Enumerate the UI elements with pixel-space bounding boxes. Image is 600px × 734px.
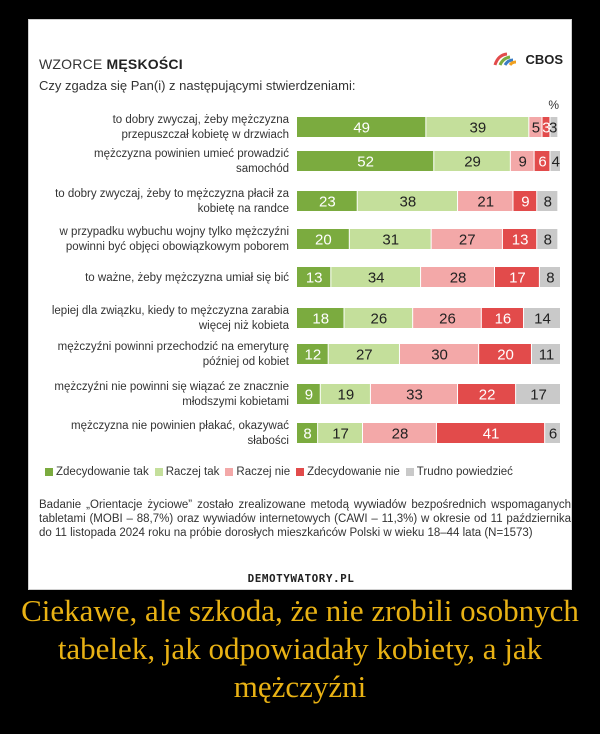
data-label: 3	[549, 119, 558, 137]
data-label: 30	[431, 346, 448, 364]
row-label-line: kobietę na randce	[197, 203, 289, 215]
row-label-line: przepuszczał kobietę w drzwiach	[121, 129, 289, 141]
row-label-line: to ważne, żeby mężczyzna umiał się bić	[85, 271, 289, 284]
data-label: 28	[449, 269, 467, 287]
data-label: 23	[319, 193, 336, 211]
row-label-line: mężczyzna nie powinien płakać, okazywać	[71, 420, 289, 432]
data-label: 22	[478, 386, 496, 404]
legend-item	[406, 466, 513, 478]
data-label: 19	[337, 386, 355, 404]
data-label: 14	[534, 310, 551, 328]
data-label: 6	[538, 153, 547, 171]
row-label-line: mężczyzna powinien umieć prowadzić	[94, 148, 289, 160]
methodology-note: Badanie „Orientacje życiowe” zostało zrealizowane metodą wywiadów bezpośrednich wspomaganych tabletami (MOBI – 88,7%) oraz wywiadów internetowych (CAWI – 11,3%) w okresie od 11 października do 11 listopada 2024 roku na próbie dorosłych mieszkańców Polski w wieku 18–44 lata (N=1573)	[39, 499, 571, 539]
row-label-line: młodszymi kobietami	[182, 396, 289, 408]
legend-item	[296, 466, 400, 478]
legend-label: Raczej nie	[236, 466, 291, 478]
data-label: 8	[543, 231, 552, 249]
legend-label: Raczej tak	[165, 466, 220, 478]
legend-swatch	[45, 468, 53, 476]
chart-title: WZORCE MĘSKOŚCI	[39, 56, 183, 72]
legend-item	[45, 466, 149, 478]
legend-item	[225, 466, 290, 478]
row-label-line: lepiej dla związku, kiedy to mężczyzna zarabia	[51, 305, 289, 317]
legend-swatch	[225, 468, 233, 476]
row-label-line: mężczyźni nie powinni się wiązać ze znacznie	[54, 381, 289, 393]
data-label: 4	[551, 153, 560, 171]
data-label: 27	[458, 231, 476, 249]
data-label: 20	[497, 346, 514, 364]
data-label: 18	[312, 310, 330, 328]
cbos-logo-text: CBOS	[525, 51, 563, 67]
data-label: 17	[530, 386, 547, 404]
data-label: 9	[521, 193, 530, 211]
data-label: 8	[543, 193, 552, 211]
data-label: 39	[469, 119, 487, 137]
data-label: 8	[303, 425, 312, 443]
legend-item	[155, 466, 220, 478]
data-label: 11	[538, 346, 555, 364]
data-label: 49	[353, 119, 371, 137]
data-label: 26	[370, 310, 388, 328]
data-label: 20	[315, 231, 332, 249]
row-label-line: to dobry zwyczaj, żeby mężczyzna	[112, 114, 289, 126]
row-label-line: w przypadku wybuchu wojny tylko mężczyźni	[59, 226, 289, 238]
row-label-line: to dobry zwyczaj, żeby to mężczyzna płacił za	[55, 188, 289, 200]
caption: Ciekawe, ale szkoda, że nie zrobili osobnych tabelek, jak odpowiadały kobiety, a jak mężczyźni	[21, 593, 579, 704]
row-label-line: później od kobiet	[202, 356, 289, 368]
data-label: 9	[304, 386, 314, 404]
row-label-line: słabości	[247, 435, 289, 447]
legend-swatch	[406, 468, 414, 476]
data-label: 17	[332, 425, 349, 443]
data-label: 26	[439, 310, 456, 328]
data-label: 8	[546, 269, 555, 287]
data-label: 3	[542, 119, 551, 137]
data-label: 27	[355, 346, 373, 364]
unit-label: %	[548, 98, 559, 112]
chart-card	[28, 19, 572, 590]
row-label-line: samochód	[235, 163, 289, 175]
data-label: 17	[509, 269, 526, 287]
legend	[45, 466, 513, 478]
data-label: 12	[304, 346, 322, 364]
data-label: 38	[399, 193, 417, 211]
legend-swatch	[155, 468, 163, 476]
stacked-bar-chart	[29, 20, 573, 460]
data-label: 31	[382, 231, 400, 249]
data-label: 28	[391, 425, 409, 443]
row-label-line: więcej niż kobieta	[198, 320, 289, 332]
legend-label: Zdecydowanie tak	[56, 466, 149, 478]
legend-label: Trudno powiedzieć	[416, 466, 513, 478]
data-label: 29	[464, 153, 481, 171]
data-label: 21	[477, 193, 495, 211]
data-label: 41	[482, 425, 500, 443]
data-label: 52	[357, 153, 374, 171]
data-label: 9	[518, 153, 527, 171]
data-label: 6	[548, 425, 558, 443]
data-label: 13	[511, 231, 529, 249]
data-label: 5	[531, 119, 541, 137]
data-label: 13	[305, 269, 323, 287]
chart-subtitle: Czy zgadza się Pan(i) z następującymi stwierdzeniami:	[39, 78, 356, 93]
data-label: 34	[367, 269, 385, 287]
data-label: 33	[406, 386, 423, 404]
watermark: DEMOTYWATORY.PL	[247, 572, 355, 585]
row-label-line: mężczyźni powinni przechodzić na emeryturę	[57, 341, 289, 353]
row-label-line: powinni być objęci obowiązkowym poborem	[65, 241, 289, 253]
legend-swatch	[296, 468, 304, 476]
data-label: 16	[494, 310, 512, 328]
legend-label: Zdecydowanie nie	[307, 466, 400, 478]
